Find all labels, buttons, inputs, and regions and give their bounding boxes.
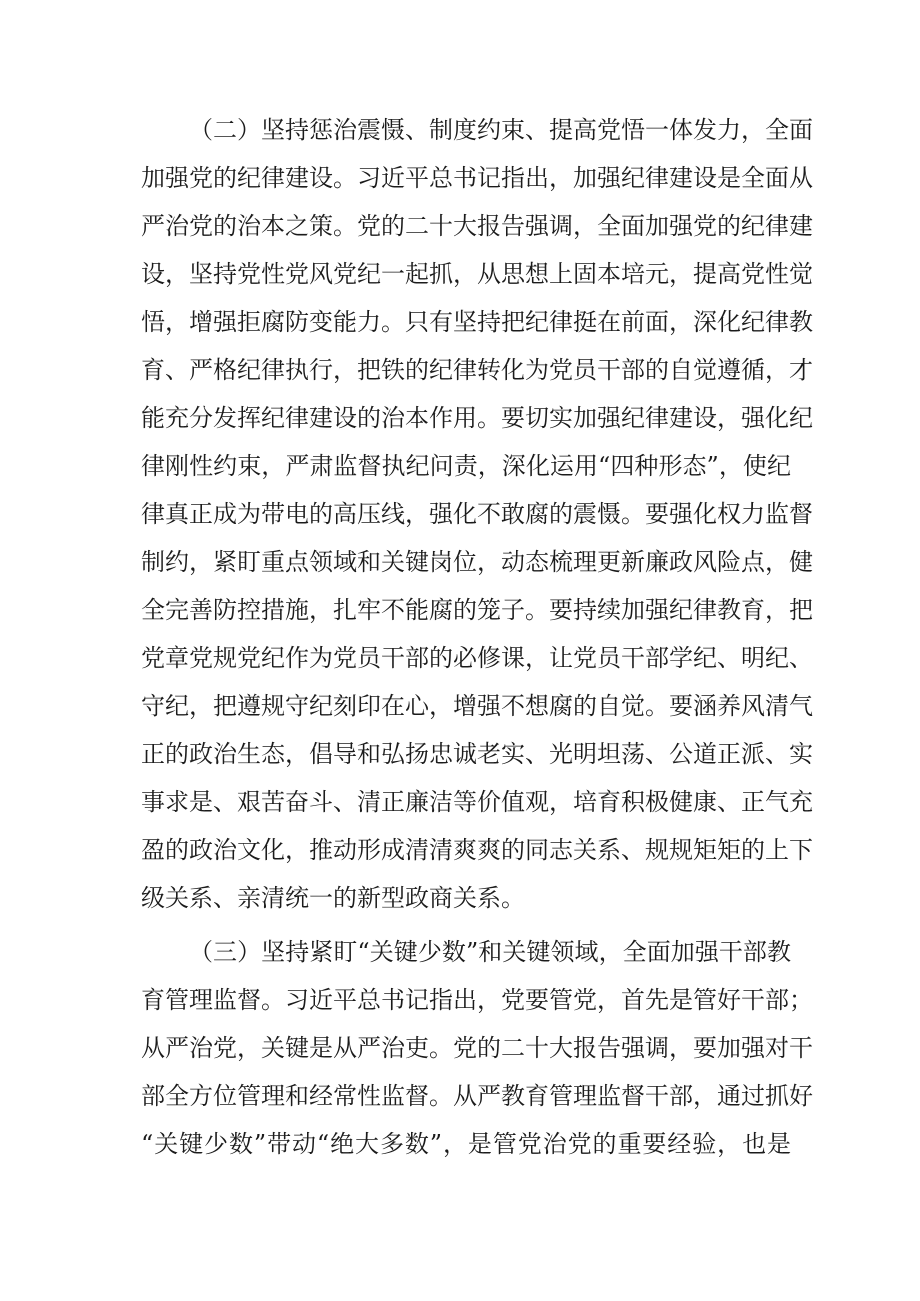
text-line: 加强党的纪律建设。习近平总书记指出，加强纪律建设是全面从 <box>141 164 813 192</box>
text-line: 育、严格纪律执行，把铁的纪律转化为党员干部的自觉遵循，才 <box>141 356 813 384</box>
text-line: 正的政治生态，倡导和弘扬忠诚老实、光明坦荡、公道正派、实 <box>141 740 813 768</box>
text-line: 悟，增强拒腐防变能力。只有坚持把纪律挺在前面，深化纪律教 <box>141 308 813 336</box>
text-line: 律真正成为带电的高压线，强化不敢腐的震慑。要强化权力监督 <box>141 500 813 528</box>
text-line: （三）坚持紧盯“关键少数”和关键领域，全面加强干部教 <box>189 938 791 966</box>
text-line: 级关系、亲清统一的新型政商关系。 <box>141 884 525 912</box>
text-line: 律刚性约束，严肃监督执纪问责，深化运用“四种形态”，使纪 <box>141 452 791 480</box>
text-line: 党章党规党纪作为党员干部的必修课，让党员干部学纪、明纪、 <box>141 644 813 672</box>
text-line: 能充分发挥纪律建设的治本作用。要切实加强纪律建设，强化纪 <box>141 404 813 432</box>
text-line: 严治党的治本之策。党的二十大报告强调，全面加强党的纪律建 <box>141 212 813 240</box>
text-line: （二）坚持惩治震慑、制度约束、提高党悟一体发力，全面 <box>189 116 813 144</box>
text-line: 盈的政治文化，推动形成清清爽爽的同志关系、规规矩矩的上下 <box>141 836 813 864</box>
text-line: 守纪，把遵规守纪刻印在心，增强不想腐的自觉。要涵养风清气 <box>141 692 813 720</box>
text-line: 事求是、艰苦奋斗、清正廉洁等价值观，培育积极健康、正气充 <box>141 788 813 816</box>
text-line: 全完善防控措施，扎牢不能腐的笼子。要持续加强纪律教育，把 <box>141 596 813 624</box>
text-line: 制约，紧盯重点领域和关键岗位，动态梳理更新廉政风险点，健 <box>141 548 813 576</box>
text-line: 部全方位管理和经常性监督。从严教育管理监督干部，通过抓好 <box>141 1082 813 1110</box>
text-line: 设，坚持党性党风党纪一起抓，从思想上固本培元，提高党性觉 <box>141 260 813 288</box>
text-line: 从严治党，关键是从严治吏。党的二十大报告强调，要加强对干 <box>141 1034 813 1062</box>
text-line: “关键少数”带动“绝大多数”，是管党治党的重要经验，也是 <box>141 1130 791 1158</box>
text-line: 育管理监督。习近平总书记指出，党要管党，首先是管好干部； <box>141 986 813 1014</box>
